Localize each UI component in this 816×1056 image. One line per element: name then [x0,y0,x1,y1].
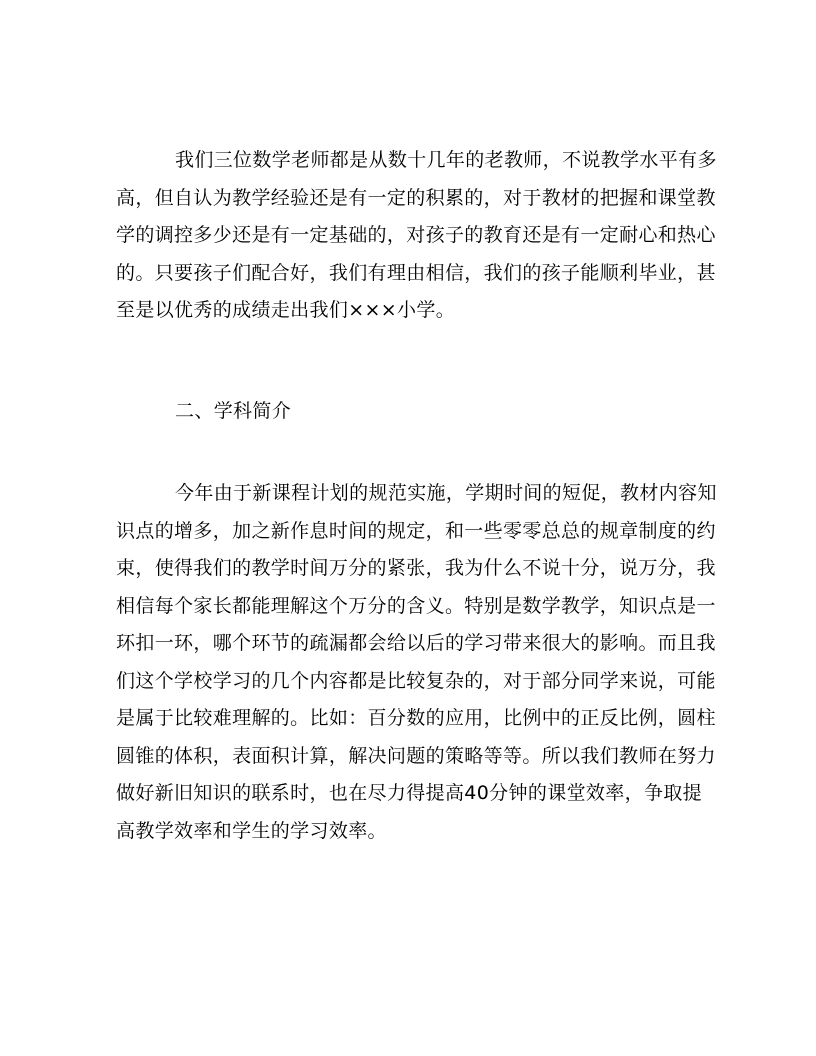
paragraph-line: 是属于比较难理解的。比如：百分数的应用，比例中的正反比例，圆柱 [116,707,716,729]
paragraph-line: 学的调控多少还是有一定基础的，对孩子的教育还是有一定耐心和热心 [116,224,716,246]
paragraph-line: 做好新旧知识的联系时，也在尽力得提高40分钟的课堂效率，争取提 [116,782,703,804]
paragraph-line: 至是以优秀的成绩走出我们×××小学。 [116,299,456,321]
paragraph-subject-intro [116,475,717,850]
paragraph-line: 高教学效率和学生的学习效率。 [116,819,387,842]
paragraph-line: 识点的增多，加之新作息时间的规定，和一些零零总总的规章制度的约 [116,519,716,542]
paragraph-line: 我们三位数学老师都是从数十几年的老教师，不说教学水平有多 [175,149,717,171]
paragraph-teachers-intro [116,142,717,330]
paragraph-line: 相信每个家长都能理解这个万分的含义。特别是数学教学，知识点是一 [116,594,716,617]
paragraph-line: 环扣一环，哪个环节的疏漏都会给以后的学习带来很大的影响。而且我 [116,632,716,654]
section-heading [116,393,700,431]
paragraph-line: 今年由于新课程计划的规范实施，学期时间的短促，教材内容知 [175,482,717,504]
paragraph-line: 束，使得我们的教学时间万分的紧张，我为什么不说十分，说万分，我 [116,557,716,579]
section-heading-text: 二、学科简介 [175,400,292,422]
paragraph-line: 的。只要孩子们配合好，我们有理由相信，我们的孩子能顺利毕业，甚 [116,261,716,284]
paragraph-line: 圆锥的体积，表面积计算，解决问题的策略等等。所以我们教师在努力 [116,744,716,767]
paragraph-line: 们这个学校学习的几个内容都是比较复杂的，对于部分同学来说，可能 [116,669,716,692]
paragraph-line: 高，但自认为教学经验还是有一定的积累的，对于教材的把握和课堂教 [116,186,716,209]
